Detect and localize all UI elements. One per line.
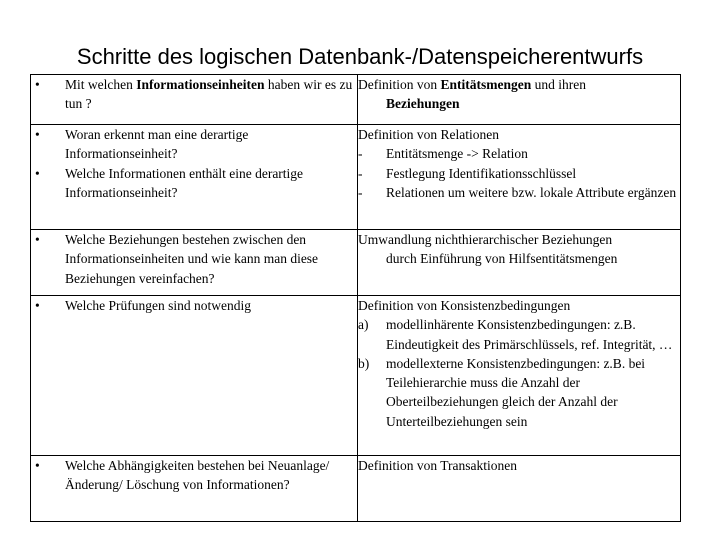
bullet-icon: • <box>35 232 40 247</box>
answer-text: Umwandlung nichthierarchischer Beziehungen <box>358 232 613 247</box>
answer-heading: Definition von Transaktionen <box>358 458 517 473</box>
bullet-item: • Welche Beziehungen bestehen zwischen den Informationseinheiten und wie kann man diese Beziehungen vereinfachen? <box>35 232 319 286</box>
dash-item: - Festlegung Identifikationsschlüssel <box>358 165 577 181</box>
question-cell <box>31 456 358 522</box>
table-row <box>31 75 681 125</box>
bullet-item: • Mit welchen Informationseinheiten haben wir es zu tun ? <box>35 77 353 112</box>
bullet-icon: • <box>35 77 40 92</box>
bullet-icon: • <box>35 298 40 313</box>
bullet-icon: • <box>35 458 40 473</box>
answer-cell: Umwandlung nichthierarchischer Beziehungen durch Einführung von Hilfsentitätsmengen <box>358 230 681 296</box>
table-row <box>31 125 681 230</box>
page-title: Schritte des logischen Datenbank-/Datenspeicherentwurfs <box>76 44 644 69</box>
answer-text: Definition von Entitätsmengen und ihren <box>358 77 586 92</box>
bullet-item: • Welche Informationen enthält eine derartige Informationseinheit? <box>35 165 304 200</box>
answer-cell <box>358 456 681 522</box>
question-cell <box>31 125 358 230</box>
question-cell <box>31 230 358 296</box>
lettered-item: a) modellinhärente Konsistenzbedingungen: z.B. Eindeutigkeit des Primärschlüssels, ref. Integrität, … <box>358 317 673 352</box>
answer-heading: Definition von Relationen <box>358 127 499 142</box>
table-row <box>31 296 681 456</box>
table-row <box>31 456 681 522</box>
answer-cell <box>358 296 681 456</box>
steps-table <box>30 74 681 522</box>
dash-item: - Entitätsmenge -> Relation <box>358 146 528 162</box>
bullet-item: • Welche Abhängigkeiten bestehen bei Neuanlage/Änderung/ Löschung von Informationen? <box>35 458 330 493</box>
bullet-item: • Welche Prüfungen sind notwendig <box>31 296 357 315</box>
question-cell <box>31 296 358 456</box>
answer-cell <box>358 125 681 230</box>
bullet-item: • Woran erkennt man eine derartige Informationseinheit? <box>35 127 249 162</box>
table-row <box>31 230 681 296</box>
answer-heading: Definition von Konsistenzbedingungen <box>358 298 571 313</box>
lettered-item: b) modellexterne Konsistenzbedingungen: z.B. bei Teilehierarchie muss die Anzahl der Oberteilbeziehungen gleich der Anzahl der Unterteilbeziehungen sein <box>358 355 646 429</box>
question-cell <box>31 75 358 125</box>
bullet-icon: • <box>35 127 40 142</box>
answer-cell: Definition von Entitätsmengen und ihren Beziehungen <box>358 75 681 125</box>
dash-item: - Relationen um weitere bzw. lokale Attribute ergänzen <box>358 184 677 200</box>
bullet-icon: • <box>35 165 40 181</box>
